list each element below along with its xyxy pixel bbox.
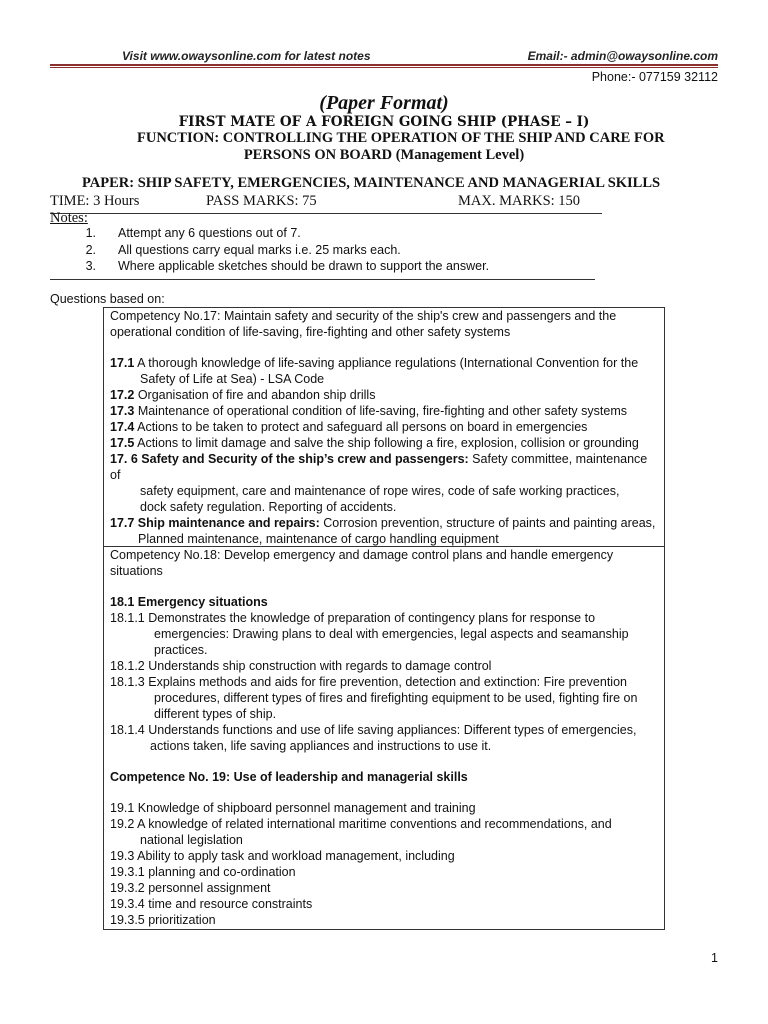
item-19-3-2: 19.3.2 personnel assignment: [110, 881, 271, 895]
item-17-6-cont-2: dock safety regulation. Reporting of accidents.: [140, 500, 397, 514]
item-18-1-1-cont-2: practices.: [154, 643, 208, 657]
competency-18-heading-2: situations: [110, 564, 163, 578]
competency-19-heading: Competence No. 19: Use of leadership and managerial skills: [110, 770, 468, 784]
list-item: 3. Where applicable sketches should be drawn to support the answer.: [85, 259, 490, 273]
item-19-3-1: 19.3.1 planning and co-ordination: [110, 865, 296, 879]
function-line-2-bold: PERSONS ON BOARD: [243, 147, 393, 163]
notes-list: [50, 226, 610, 276]
item-18-1-3: 18.1.3 Explains methods and aids for fire prevention, detection and extinction: Fire prevention: [110, 675, 627, 689]
header-phone: Phone:- 077159 32112: [591, 70, 718, 84]
header-email: Email:- admin@owaysonline.com: [527, 49, 718, 63]
item-19-2-cont: national legislation: [140, 833, 243, 847]
max-marks: MAX. MARKS: 150: [458, 193, 581, 209]
item-18-1-4-cont: actions taken, life saving appliances and instructions to use it.: [150, 739, 492, 753]
competency-17-heading-1: Competency No.17: Maintain safety and security of the ship's crew and passengers and the: [110, 309, 617, 323]
item-18-1-3-cont-2: different types of ship.: [154, 707, 277, 721]
item-19-3-4: 19.3.4 time and resource constraints: [110, 897, 313, 911]
questions-based-on: Questions based on:: [50, 292, 165, 306]
item-17-4: 17.4 Actions to be taken to protect and safeguard all persons on board in emergencies: [110, 420, 588, 434]
notes-rule: [50, 279, 595, 280]
item-17-2: 17.2 Organisation of fire and abandon ship drills: [110, 388, 376, 402]
paper-format-title: (Paper Format): [319, 92, 449, 114]
item-19-2: 19.2 A knowledge of related international maritime conventions and recommendations, and: [110, 817, 612, 831]
competency-17-box: [103, 307, 665, 547]
item-17-3: 17.3 Maintenance of operational condition of life-saving, fire-fighting and other safety systems: [110, 404, 627, 418]
exam-title: FIRST MATE OF A FOREIGN GOING SHIP (PHASE – I): [178, 114, 590, 130]
list-item: 2. All questions carry equal marks i.e. 25 marks each.: [85, 242, 401, 257]
item-17-1: 17.1 A thorough knowledge of life-saving appliance regulations (International Convention for the: [110, 356, 639, 370]
item-17-7-cont: Planned maintenance, maintenance of cargo handling equipment: [138, 532, 499, 546]
item-17-6-cont-1: safety equipment, care and maintenance of rope wires, code of safe working practices,: [140, 484, 620, 498]
item-19-3: 19.3 Ability to apply task and workload management, including: [110, 849, 455, 863]
paper-title: PAPER: SHIP SAFETY, EMERGENCIES, MAINTENANCE AND MANAGERIAL SKILLS: [82, 175, 661, 191]
item-18-1-3-cont-1: procedures, different types of fires and firefighting equipment to be used, fighting fire on: [154, 691, 638, 705]
notes-label: Notes:: [50, 210, 88, 226]
item-18-1-1: 18.1.1 Demonstrates the knowledge of preparation of contingency plans for response to: [110, 611, 596, 625]
item-19-3-5: 19.3.5 prioritization: [110, 913, 216, 927]
pass-marks: PASS MARKS: 75: [206, 193, 317, 209]
header-rule-thin: [50, 67, 718, 68]
item-18-1-1-cont-1: emergencies: Drawing plans to deal with emergencies, legal aspects and seamanship: [154, 627, 629, 641]
item-17-6: 17. 6 Safety and Security of the ship’s crew and passengers: Safety committee, maintenance of: [110, 452, 648, 482]
section-18-1-heading: 18.1 Emergency situations: [110, 595, 268, 609]
list-item: 1. Attempt any 6 questions out of 7.: [85, 226, 301, 240]
item-17-5: 17.5 Actions to limit damage and salve the ship following a fire, explosion, collision or grounding: [110, 436, 639, 450]
exam-time: TIME: 3 Hours: [50, 193, 140, 209]
function-line-2-level: (Management Level): [392, 147, 525, 163]
item-17-1-cont: Safety of Life at Sea) - LSA Code: [140, 372, 325, 386]
item-17-7: 17.7 Ship maintenance and repairs: Corrosion prevention, structure of paints and painting areas,: [110, 516, 656, 530]
header-website: Visit www.owaysonline.com for latest notes: [122, 49, 371, 63]
competency-17-heading-2: operational condition of life-saving, fire-fighting and other safety systems: [110, 325, 511, 339]
competency-18-19-box: [103, 546, 665, 930]
page-number: 1: [711, 951, 718, 965]
item-18-1-4: 18.1.4 Understands functions and use of life saving appliances: Different types of emergencies,: [110, 723, 637, 737]
header-rule: [50, 64, 718, 66]
function-line-2: [0, 147, 768, 164]
item-18-1-2: 18.1.2 Understands ship construction with regards to damage control: [110, 659, 492, 673]
function-line-1: FUNCTION: CONTROLLING THE OPERATION OF THE SHIP AND CARE FOR: [137, 130, 665, 146]
competency-18-heading-1: Competency No.18: Develop emergency and damage control plans and handle emergency: [110, 548, 614, 562]
time-rule: [50, 213, 602, 214]
item-19-1: 19.1 Knowledge of shipboard personnel management and training: [110, 801, 476, 815]
